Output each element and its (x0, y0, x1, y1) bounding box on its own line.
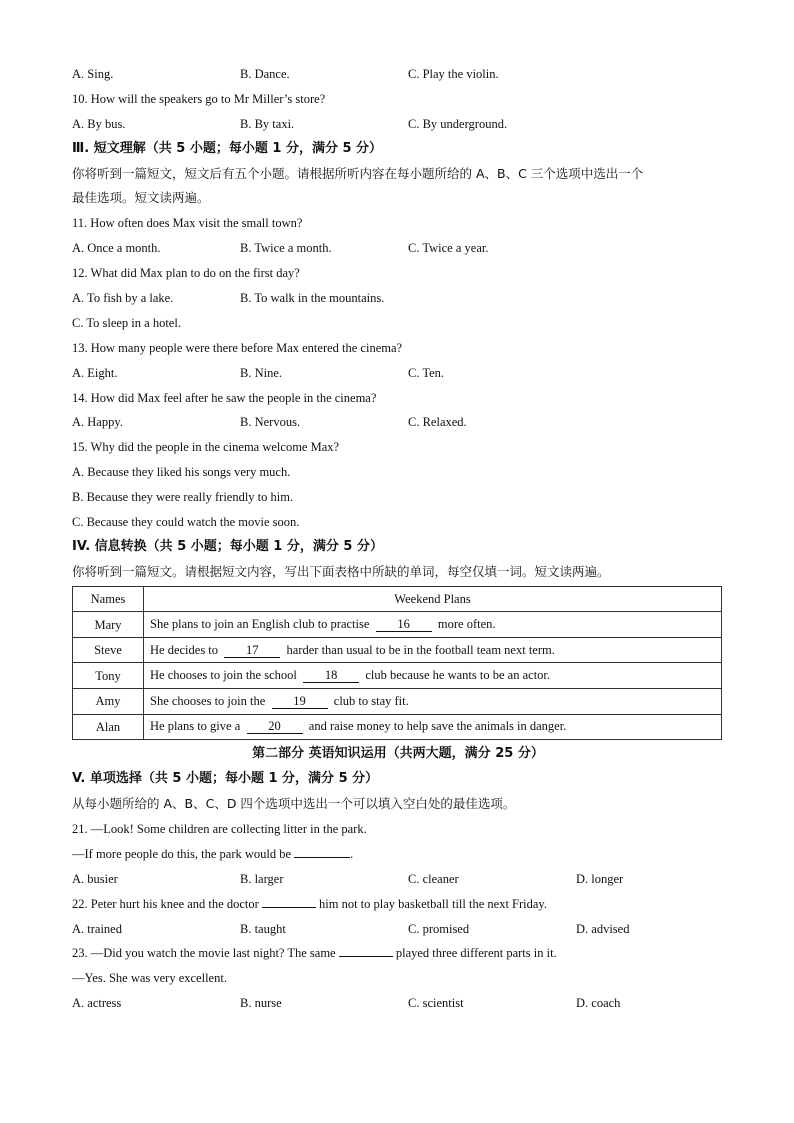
q23-blank[interactable] (339, 956, 393, 957)
section5-intro: 从每小题所给的 A、B、C、D 四个选项中选出一个可以填入空白处的最佳选项。 (72, 796, 516, 812)
option-a: A. Sing. (72, 67, 114, 81)
q23-text: 23. —Did you watch the movie last night? The same (72, 946, 336, 961)
row-name: Amy (73, 689, 144, 715)
q21-end: . (350, 846, 354, 861)
option-c: C. Relaxed. (408, 415, 467, 430)
q22-question (72, 892, 724, 917)
blank-18[interactable]: 18 (303, 668, 359, 683)
option-b: B. Dance. (240, 67, 290, 81)
option-a: A. By bus. (72, 116, 126, 131)
option-c: C. scientist (408, 996, 464, 1011)
option-a: A. To fish by a lake. (72, 291, 174, 306)
q13-question: 13. How many people were there before Max entered the cinema? (72, 340, 403, 355)
plan-text: He decides to (150, 642, 219, 657)
option-d: D. advised (576, 921, 630, 936)
part2-title: 第二部分 英语知识运用（共两大题，满分 25 分） (252, 746, 544, 762)
q12-option-c: C. To sleep in a hotel. (72, 315, 181, 330)
option-a: A. trained (72, 921, 122, 936)
row-name: Mary (73, 612, 144, 638)
q21-text: —If more people do this, the park would be (72, 846, 292, 861)
q22-text: 22. Peter hurt his knee and the doctor (72, 896, 259, 911)
row-plan (144, 637, 722, 663)
option-a: A. Eight. (72, 365, 118, 380)
q14-options (72, 410, 724, 435)
plan-text: He plans to give a (150, 719, 241, 734)
plan-text: club because he wants to be an actor. (365, 668, 551, 683)
row-plan (144, 663, 722, 689)
row-name: Tony (73, 663, 144, 689)
header-names: Names (73, 586, 144, 612)
q12-question: 12. What did Max plan to do on the first day? (72, 266, 300, 281)
q11-options (72, 236, 724, 261)
q22-options (72, 917, 724, 942)
plan-text: and raise money to help save the animals in danger. (308, 719, 567, 734)
q10-options (72, 112, 724, 137)
option-a: A. Happy. (72, 415, 123, 430)
q13-options (72, 361, 724, 386)
option-c: C. Twice a year. (408, 241, 489, 256)
blank-17[interactable]: 17 (224, 643, 280, 658)
option-b: B. larger (240, 871, 284, 886)
option-c: C. By underground. (408, 116, 508, 131)
option-b: B. To walk in the mountains. (240, 291, 385, 306)
row-name: Steve (73, 637, 144, 663)
option-b: B. By taxi. (240, 116, 295, 131)
weekend-plans-table (72, 586, 722, 741)
q21-options (72, 867, 724, 892)
q21-line2 (72, 842, 724, 867)
option-c: C. Ten. (408, 365, 445, 380)
section5-heading: V. 单项选择（共 5 小题；每小题 1 分，满分 5 分） (72, 771, 379, 787)
q22-blank[interactable] (262, 907, 316, 908)
table-row (73, 714, 722, 740)
option-c: C. Play the violin. (408, 67, 499, 81)
blank-19[interactable]: 19 (272, 694, 328, 709)
section3-intro-line2: 最佳选项。短文读两遍。 (72, 190, 210, 206)
option-b: B. nurse (240, 996, 282, 1011)
q23-line2: —Yes. She was very excellent. (72, 971, 227, 986)
q15-option-b: B. Because they were really friendly to him. (72, 490, 294, 505)
option-a: A. actress (72, 996, 122, 1011)
q12-options (72, 286, 724, 311)
option-a: A. busier (72, 871, 118, 886)
q21-blank[interactable] (294, 857, 350, 858)
row-plan (144, 714, 722, 740)
plan-text: more often. (437, 617, 496, 632)
option-d: D. coach (576, 996, 621, 1011)
row-name: Alan (73, 714, 144, 740)
row-plan (144, 612, 722, 638)
option-c: C. promised (408, 921, 470, 936)
plan-text: He chooses to join the school (150, 668, 297, 683)
table-row (73, 637, 722, 663)
plan-text: She plans to join an English club to practise (150, 617, 370, 632)
section3-intro-line1: 你将听到一篇短文，短文后有五个小题。请根据所听内容在每小题所给的 A、B、C 三个选项中选出一个 (72, 165, 644, 181)
section4-intro: 你将听到一篇短文。请根据短文内容，写出下面表格中所缺的单词，每空仅填一词。短文读两遍。 (72, 563, 610, 579)
q21-line1: 21. —Look! Some children are collecting litter in the park. (72, 821, 367, 836)
q9-options (72, 62, 724, 87)
option-b: B. Nervous. (240, 415, 301, 430)
table-row (73, 663, 722, 689)
plan-text: club to stay fit. (333, 693, 409, 708)
q23-question (72, 941, 724, 966)
plan-text: She chooses to join the (150, 693, 266, 708)
section3-heading: Ⅲ. 短文理解（共 5 小题；每小题 1 分，满分 5 分） (72, 140, 383, 156)
q15-option-c: C. Because they could watch the movie soon. (72, 515, 300, 530)
q23-options (72, 991, 724, 1016)
table-row (73, 612, 722, 638)
q14-question: 14. How did Max feel after he saw the people in the cinema? (72, 390, 377, 405)
q15-question: 15. Why did the people in the cinema welcome Max? (72, 440, 340, 455)
option-a: A. Once a month. (72, 241, 161, 256)
option-d: D. longer (576, 871, 624, 886)
row-plan (144, 689, 722, 715)
q11-question: 11. How often does Max visit the small town? (72, 216, 303, 231)
header-weekend-plans: Weekend Plans (144, 586, 722, 612)
option-c: C. cleaner (408, 871, 459, 886)
q15-option-a: A. Because they liked his songs very much. (72, 465, 291, 480)
section4-heading: IV. 信息转换（共 5 小题；每小题 1 分，满分 5 分） (72, 538, 383, 554)
q22-text-end: him not to play basketball till the next Friday. (319, 896, 547, 911)
option-b: B. Twice a month. (240, 241, 332, 256)
option-b: B. Nine. (240, 365, 283, 380)
table-row (73, 689, 722, 715)
blank-16[interactable]: 16 (376, 617, 432, 632)
table-header-row (73, 586, 722, 612)
option-b: B. taught (240, 921, 286, 936)
plan-text: harder than usual to be in the football team next term. (286, 642, 555, 657)
blank-20[interactable]: 20 (247, 719, 303, 734)
exam-page (72, 62, 724, 1016)
q23-text-end: played three different parts in it. (395, 946, 557, 961)
q10-question: 10. How will the speakers go to Mr Miller’s store? (72, 91, 326, 106)
